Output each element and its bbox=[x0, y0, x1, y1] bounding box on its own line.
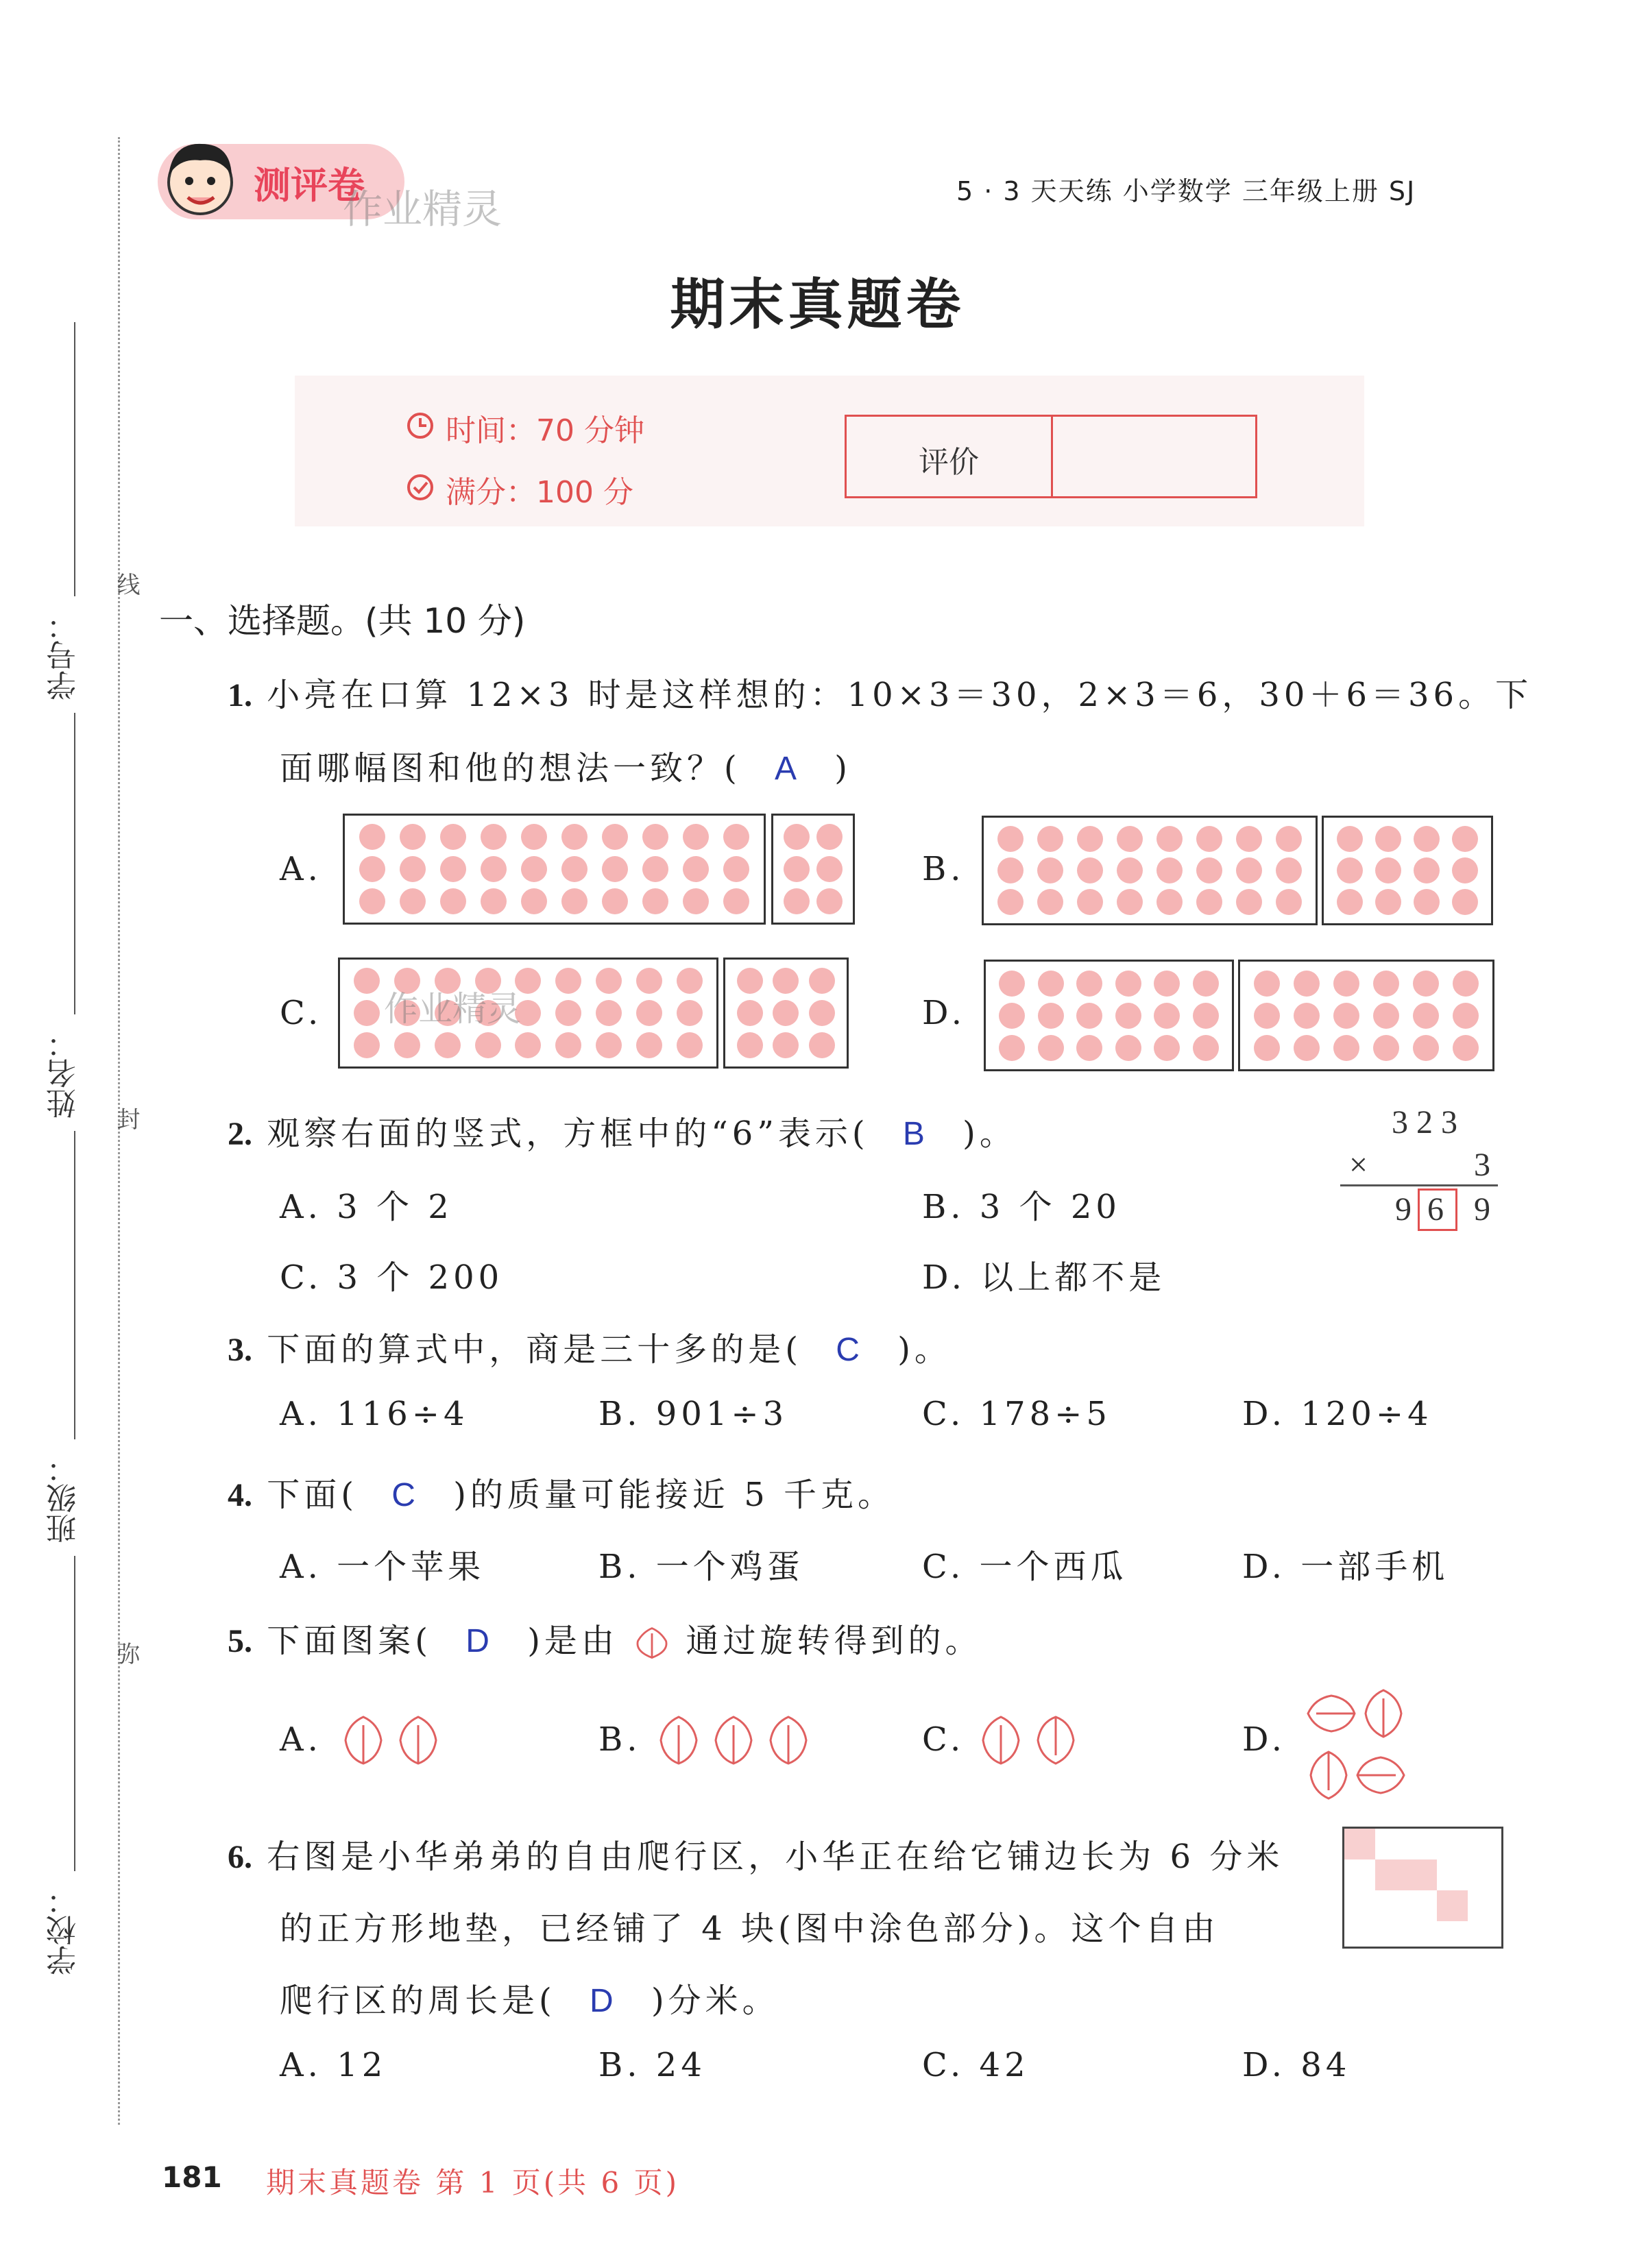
dot bbox=[809, 1000, 835, 1026]
q5-line bbox=[228, 1614, 982, 1663]
dot bbox=[816, 856, 843, 882]
q6-answer: D bbox=[590, 1983, 618, 2019]
dot bbox=[1117, 826, 1143, 852]
q5-option-c: C. bbox=[922, 1720, 965, 1759]
dot bbox=[400, 824, 426, 850]
dot bbox=[642, 824, 668, 850]
dot bbox=[773, 1032, 799, 1058]
dot bbox=[997, 889, 1024, 915]
dot bbox=[636, 1032, 662, 1058]
dot bbox=[1452, 857, 1478, 883]
evaluation-box bbox=[845, 415, 1257, 498]
dot bbox=[1453, 1003, 1479, 1029]
q3-text-end: )。 bbox=[897, 1330, 952, 1369]
dot bbox=[555, 1000, 581, 1026]
dot bbox=[997, 826, 1024, 852]
dot bbox=[1276, 889, 1302, 915]
dot bbox=[435, 1032, 461, 1058]
dot bbox=[354, 968, 380, 994]
calc-line bbox=[1340, 1184, 1498, 1186]
q5-option-b: B. bbox=[598, 1720, 642, 1759]
q1-text2: 面哪幅图和他的想法一致？( bbox=[280, 749, 741, 788]
dot bbox=[737, 1032, 763, 1058]
q5-text-end: 通过旋转得到的。 bbox=[686, 1622, 982, 1660]
dot bbox=[773, 968, 799, 994]
dot bbox=[1452, 826, 1478, 852]
q1-a-grid-right bbox=[771, 814, 855, 925]
dot bbox=[1156, 889, 1183, 915]
dot bbox=[773, 1000, 799, 1026]
dot bbox=[602, 888, 628, 914]
dot bbox=[1076, 971, 1102, 997]
q4-option-d: D. 一部手机 bbox=[1242, 1548, 1449, 1586]
dot bbox=[1333, 1003, 1359, 1029]
q2-option-c: C. 3 个 200 bbox=[280, 1258, 504, 1297]
dot bbox=[1337, 857, 1363, 883]
dot bbox=[359, 888, 385, 914]
dot bbox=[1076, 1003, 1102, 1029]
q5-number: 5. bbox=[228, 1623, 252, 1659]
dot bbox=[1196, 826, 1222, 852]
leaf-icon bbox=[633, 1624, 671, 1663]
dot bbox=[1154, 1035, 1180, 1061]
dot bbox=[1038, 1003, 1064, 1029]
dot bbox=[475, 1032, 501, 1058]
q1-option-b-label: B. bbox=[922, 850, 965, 888]
dot bbox=[1254, 1003, 1280, 1029]
dot bbox=[602, 856, 628, 882]
badge-label: 测评卷 bbox=[254, 164, 365, 207]
q4-text: 下面( bbox=[267, 1476, 358, 1514]
q3-text: 下面的算式中，商是三十多的是( bbox=[267, 1330, 802, 1369]
dot bbox=[1193, 1003, 1219, 1029]
dot bbox=[999, 971, 1025, 997]
dot bbox=[1254, 1035, 1280, 1061]
margin-label-name: 姓名： bbox=[47, 1028, 82, 1119]
dot bbox=[1077, 889, 1103, 915]
q5-option-a: A. bbox=[280, 1720, 322, 1759]
dot bbox=[561, 856, 588, 882]
dot bbox=[677, 1000, 703, 1026]
calc-row1: 3 2 3 bbox=[1392, 1104, 1457, 1141]
margin-mark-feng: 封 bbox=[112, 1107, 140, 1130]
dot bbox=[1236, 889, 1262, 915]
dot bbox=[1375, 857, 1401, 883]
full-score: 满分：100 分 bbox=[446, 475, 633, 510]
dot bbox=[596, 1000, 622, 1026]
dot bbox=[1414, 826, 1440, 852]
dot bbox=[1414, 889, 1440, 915]
dot bbox=[1156, 826, 1183, 852]
calc-result-3: 9 bbox=[1474, 1191, 1490, 1228]
dot bbox=[1413, 1003, 1439, 1029]
q4-option-b: B. 一个鸡蛋 bbox=[598, 1548, 804, 1586]
q4-text-end: )的质量可能接近 5 千克。 bbox=[453, 1476, 895, 1514]
dot bbox=[515, 1032, 541, 1058]
dot bbox=[1375, 826, 1401, 852]
page-title: 期末真题卷 bbox=[670, 272, 965, 337]
dot bbox=[596, 1032, 622, 1058]
dot bbox=[1037, 889, 1063, 915]
dot bbox=[809, 968, 835, 994]
q4-option-c: C. 一个西瓜 bbox=[922, 1548, 1128, 1586]
dot bbox=[561, 888, 588, 914]
q6-text3: 爬行区的周长是( bbox=[280, 1982, 556, 2020]
dot bbox=[784, 856, 810, 882]
mat-tile bbox=[1344, 1829, 1375, 1859]
q6-line1 bbox=[228, 1830, 1283, 1877]
section-heading: 一、选择题。(共 10 分) bbox=[159, 601, 526, 641]
dot bbox=[1115, 1035, 1141, 1061]
dot bbox=[1037, 857, 1063, 883]
dot bbox=[521, 856, 547, 882]
q3-option-b: B. 901÷3 bbox=[598, 1395, 788, 1433]
dot bbox=[1115, 971, 1141, 997]
calc-result-2: 6 bbox=[1427, 1191, 1444, 1228]
dot bbox=[642, 888, 668, 914]
dot bbox=[642, 856, 668, 882]
dot bbox=[683, 856, 709, 882]
dot bbox=[354, 1032, 380, 1058]
dot bbox=[1453, 971, 1479, 997]
dot bbox=[359, 824, 385, 850]
dot bbox=[1236, 826, 1262, 852]
q6-option-d: D. 84 bbox=[1242, 2046, 1351, 2084]
dot bbox=[1154, 971, 1180, 997]
dot bbox=[636, 1000, 662, 1026]
q6-option-c: C. 42 bbox=[922, 2046, 1030, 2084]
q5-c-leaves-icon bbox=[973, 1710, 1083, 1772]
mat-tile bbox=[1437, 1890, 1468, 1921]
margin-fill-line-id bbox=[74, 322, 75, 596]
dot bbox=[1077, 826, 1103, 852]
q3-option-a: A. 116÷4 bbox=[280, 1395, 469, 1433]
dot bbox=[816, 824, 843, 850]
q3-answer: C bbox=[836, 1332, 864, 1368]
dot bbox=[1156, 857, 1183, 883]
dot bbox=[1236, 857, 1262, 883]
dot bbox=[1294, 1003, 1320, 1029]
q6-line3 bbox=[280, 1974, 779, 2021]
q5-option-d: D. bbox=[1242, 1720, 1287, 1759]
q5-text: 下面图案( bbox=[267, 1622, 432, 1660]
dot bbox=[1294, 1035, 1320, 1061]
dot bbox=[1294, 971, 1320, 997]
dot bbox=[1193, 971, 1219, 997]
dot bbox=[400, 856, 426, 882]
dot bbox=[1452, 889, 1478, 915]
dot bbox=[784, 888, 810, 914]
margin-fill-line-school bbox=[74, 1556, 75, 1871]
q1-text: 小亮在口算 12×3 时是这样想的：10×3＝30，2×3＝6，30＋6＝36。下 bbox=[267, 676, 1533, 714]
dot bbox=[555, 1032, 581, 1058]
q5-answer: D bbox=[465, 1623, 494, 1659]
q4-line bbox=[228, 1468, 895, 1515]
dot bbox=[1077, 857, 1103, 883]
q1-c-grid-right bbox=[723, 958, 849, 1069]
dot bbox=[1115, 1003, 1141, 1029]
margin-fill-line-class bbox=[74, 1131, 75, 1439]
dot bbox=[723, 888, 749, 914]
q1-option-d-label: D. bbox=[922, 994, 967, 1032]
dot bbox=[481, 888, 507, 914]
dot bbox=[683, 824, 709, 850]
dot bbox=[1375, 889, 1401, 915]
dot bbox=[555, 968, 581, 994]
margin-label-school: 学校： bbox=[47, 1885, 82, 1975]
mat-tile bbox=[1375, 1859, 1406, 1890]
q2-option-a: A. 3 个 2 bbox=[280, 1188, 453, 1226]
dot bbox=[1276, 857, 1302, 883]
dot bbox=[1337, 889, 1363, 915]
dot bbox=[1037, 826, 1063, 852]
q6-option-b: B. 24 bbox=[598, 2046, 706, 2084]
check-circle-icon bbox=[406, 473, 435, 502]
q4-answer: C bbox=[391, 1477, 420, 1513]
dot bbox=[561, 824, 588, 850]
cartoon-boy-icon bbox=[159, 134, 241, 223]
q1-option-a-label: A. bbox=[280, 850, 322, 888]
dot bbox=[1413, 1035, 1439, 1061]
dot bbox=[999, 1035, 1025, 1061]
page-number: 181 bbox=[162, 2160, 222, 2194]
q2-answer: B bbox=[902, 1116, 929, 1152]
q2-line bbox=[228, 1107, 1017, 1154]
dot bbox=[354, 1000, 380, 1026]
dot bbox=[1193, 1035, 1219, 1061]
dot bbox=[1196, 889, 1222, 915]
series-info: 5 · 3 天天练 小学数学 三年级上册 SJ bbox=[956, 176, 1416, 206]
dot bbox=[602, 824, 628, 850]
margin-fill-line-name bbox=[74, 713, 75, 1014]
dot bbox=[1196, 857, 1222, 883]
dot bbox=[1038, 971, 1064, 997]
dot bbox=[737, 968, 763, 994]
dot bbox=[1154, 1003, 1180, 1029]
q5-b-leaves-icon bbox=[651, 1710, 816, 1772]
q1-option-c-label: C. bbox=[280, 994, 323, 1032]
dot bbox=[1333, 1035, 1359, 1061]
dot bbox=[1038, 1035, 1064, 1061]
time-limit: 时间：70 分钟 bbox=[446, 413, 644, 448]
q3-line bbox=[228, 1323, 952, 1370]
dot bbox=[677, 968, 703, 994]
mat-tile bbox=[1406, 1859, 1437, 1890]
evaluation-label: 评价 bbox=[919, 445, 979, 480]
q2-option-b: B. 3 个 20 bbox=[922, 1188, 1121, 1226]
dot bbox=[816, 888, 843, 914]
dot bbox=[1414, 857, 1440, 883]
dot bbox=[521, 888, 547, 914]
dot bbox=[784, 824, 810, 850]
dot bbox=[394, 1032, 420, 1058]
dot bbox=[683, 888, 709, 914]
dot bbox=[677, 1032, 703, 1058]
clock-icon bbox=[406, 411, 435, 440]
dot bbox=[400, 888, 426, 914]
q1-answer: A bbox=[775, 751, 801, 787]
q1-b-grid-right bbox=[1322, 816, 1493, 925]
calc-result-1: 9 bbox=[1395, 1191, 1412, 1228]
dot bbox=[997, 857, 1024, 883]
q4-number: 4. bbox=[228, 1477, 252, 1513]
margin-label-id: 学号： bbox=[47, 610, 82, 700]
dot bbox=[481, 856, 507, 882]
q1-d-grid-left bbox=[984, 960, 1234, 1071]
dot bbox=[999, 1003, 1025, 1029]
watermark-2: 作业精灵 bbox=[384, 989, 521, 1029]
dot bbox=[481, 824, 507, 850]
dot bbox=[1117, 857, 1143, 883]
q2-text: 观察右面的竖式，方框中的“6”表示( bbox=[267, 1114, 869, 1153]
q6-text3-end: )分米。 bbox=[651, 1982, 779, 2020]
q5-a-leaves-icon bbox=[336, 1710, 446, 1772]
dot bbox=[1276, 826, 1302, 852]
q1-line2 bbox=[280, 742, 851, 789]
dot bbox=[1373, 1003, 1399, 1029]
dot bbox=[723, 856, 749, 882]
dot bbox=[359, 856, 385, 882]
q5-d-leaves-icon bbox=[1301, 1686, 1411, 1803]
evaluation-divider bbox=[1051, 417, 1053, 496]
q6-text2: 的正方形地垫，已经铺了 4 块(图中涂色部分)。这个自由 bbox=[280, 1910, 1220, 1948]
crawl-area-figure bbox=[1342, 1827, 1503, 1949]
watermark: 作业精灵 bbox=[343, 186, 502, 232]
q1-d-grid-right bbox=[1238, 960, 1494, 1071]
q2-option-d: D. 以上都不是 bbox=[922, 1258, 1166, 1297]
dot bbox=[1117, 889, 1143, 915]
calc-times: × bbox=[1349, 1147, 1368, 1183]
dot bbox=[1337, 826, 1363, 852]
dot bbox=[1333, 971, 1359, 997]
q3-option-c: C. 178÷5 bbox=[922, 1395, 1111, 1433]
q3-number: 3. bbox=[228, 1332, 252, 1368]
dot bbox=[1076, 1035, 1102, 1061]
q2-number: 2. bbox=[228, 1116, 252, 1152]
dot bbox=[1373, 1035, 1399, 1061]
binding-dotted-line bbox=[118, 137, 120, 2125]
margin-mark-mi: 弥 bbox=[112, 1642, 140, 1665]
dot bbox=[723, 824, 749, 850]
margin-label-class: 班级： bbox=[47, 1453, 82, 1544]
q6-text1: 右图是小华弟弟的自由爬行区，小华正在给它铺边长为 6 分米 bbox=[267, 1838, 1284, 1876]
dot bbox=[521, 824, 547, 850]
q1-number: 1. bbox=[228, 677, 252, 714]
q5-text-mid: )是由 bbox=[527, 1622, 618, 1660]
dot bbox=[440, 824, 466, 850]
margin-mark-xian: 线 bbox=[112, 572, 140, 596]
q6-option-a: A. 12 bbox=[280, 2046, 387, 2084]
q1-a-grid-left bbox=[343, 814, 766, 925]
q2-text-end: )。 bbox=[962, 1114, 1017, 1153]
q3-option-d: D. 120÷4 bbox=[1242, 1395, 1433, 1433]
dot bbox=[440, 888, 466, 914]
q6-number: 6. bbox=[228, 1839, 252, 1875]
dot bbox=[1413, 971, 1439, 997]
calc-row2: 3 bbox=[1474, 1147, 1490, 1183]
dot bbox=[440, 856, 466, 882]
dot bbox=[737, 1000, 763, 1026]
q1-line1 bbox=[228, 668, 1532, 716]
dot bbox=[1373, 971, 1399, 997]
dot bbox=[1453, 1035, 1479, 1061]
footer-text: 期末真题卷 第 1 页(共 6 页) bbox=[266, 2166, 679, 2199]
q1-b-grid-left bbox=[982, 816, 1318, 925]
dot bbox=[809, 1032, 835, 1058]
dot bbox=[1254, 971, 1280, 997]
dot bbox=[636, 968, 662, 994]
dot bbox=[596, 968, 622, 994]
q1-paren: ) bbox=[834, 749, 852, 788]
q4-option-a: A. 一个苹果 bbox=[280, 1548, 485, 1586]
